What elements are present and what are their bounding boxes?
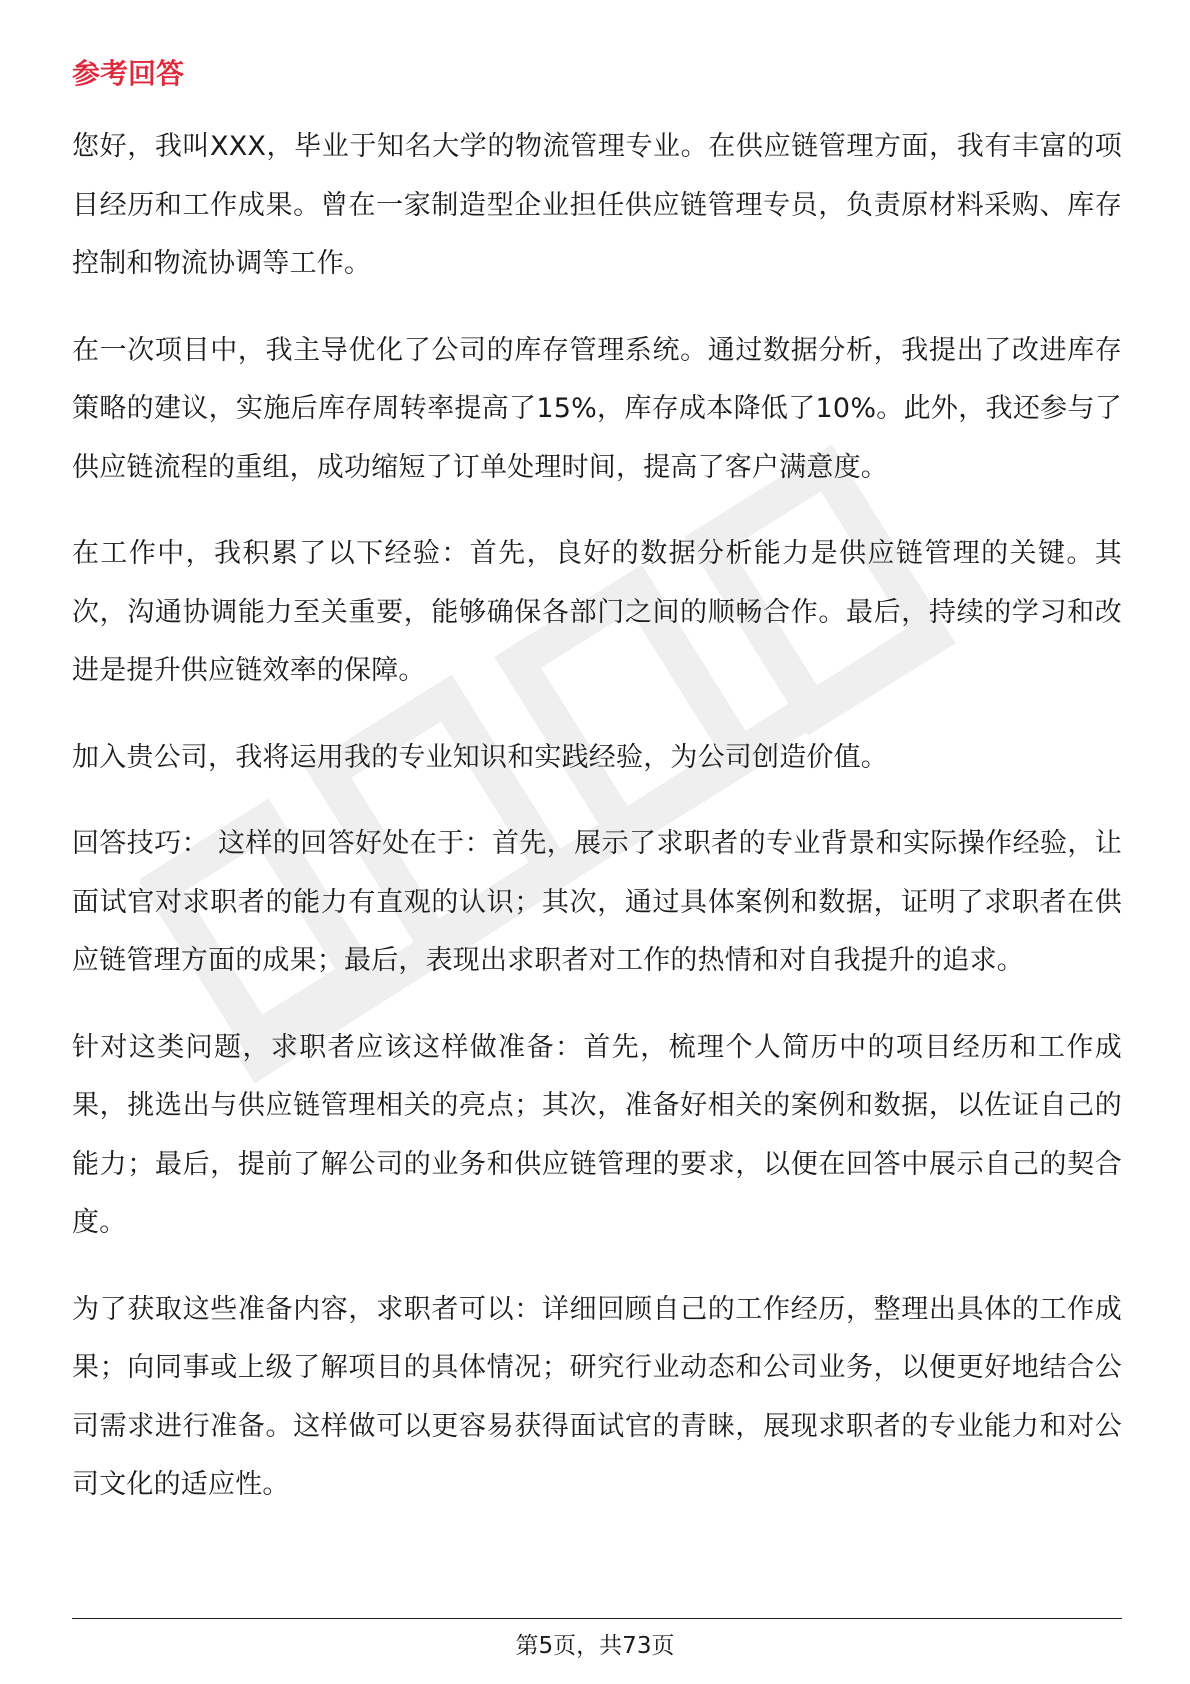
paragraph-sources: 为了获取这些准备内容，求职者可以：详细回顾自己的工作经历，整理出具体的工作成果；向同事或上级了解项目的具体情况；研究行业动态和公司业务，以便更好地结合公司需求进行准备。这样做可以更容易获得面试官的青睐，展现求职者的专业能力和对公司文化的适应性。 <box>72 1293 1122 1500</box>
paragraph-intro: 您好，我叫XXX，毕业于知名大学的物流管理专业。在供应链管理方面，我有丰富的项目经历和工作成果。曾在一家制造型企业担任供应链管理专员，负责原材料采购、库存控制和物流协调等工作。 <box>72 131 1122 279</box>
section-title: 参考回答 <box>72 57 185 90</box>
paragraph-closing: 加入贵公司，我将运用我的专业知识和实践经验，为公司创造价值。 <box>72 741 888 773</box>
paragraph-experience: 在工作中，我积累了以下经验：首先，良好的数据分析能力是供应链管理的关键。其次，沟通协调能力至关重要，能够确保各部门之间的顺畅合作。最后，持续的学习和改进是提升供应链效率的保障。 <box>72 538 1122 686</box>
paragraph-project: 在一次项目中，我主导优化了公司的库存管理系统。通过数据分析，我提出了改进库存策略的建议，实施后库存周转率提高了15%，库存成本降低了10%。此外，我还参与了供应链流程的重组，成功缩短了订单处理时间，提高了客户满意度。 <box>72 334 1122 483</box>
paragraph-preparation: 针对这类问题，求职者应该这样做准备：首先，梳理个人简历中的项目经历和工作成果，挑选出与供应链管理相关的亮点；其次，准备好相关的案例和数据，以佐证自己的能力；最后，提前了解公司的业务和供应链管理的要求，以便在回答中展示自己的契合度。 <box>72 1031 1122 1238</box>
paragraph-tips: 回答技巧： 这样的回答好处在于：首先，展示了求职者的专业背景和实际操作经验，让面试官对求职者的能力有直观的认识；其次，通过具体案例和数据，证明了求职者在供应链管理方面的成果；最后，表现出求职者对工作的热情和对自我提升的追求。 <box>72 828 1122 976</box>
page-number: 第5页，共73页 <box>515 1633 675 1659</box>
footer-divider <box>72 1618 1122 1619</box>
main-content <box>72 44 1122 1543</box>
